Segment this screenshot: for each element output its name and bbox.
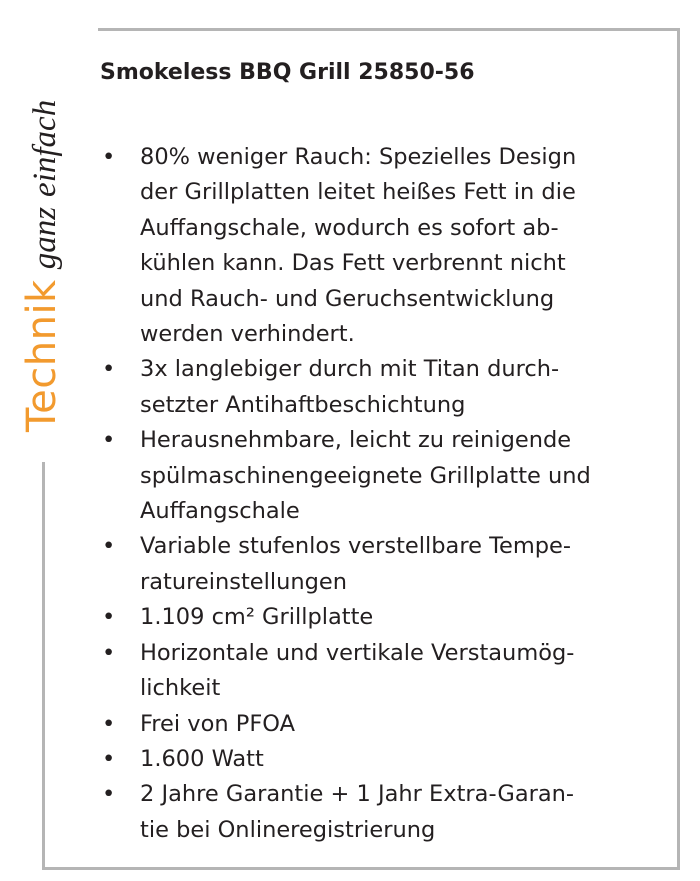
feature-text-line: und Rauch- und Geruchsentwicklung bbox=[140, 285, 555, 312]
feature-item bbox=[100, 140, 648, 352]
feature-text-line: Frei von PFOA bbox=[140, 710, 296, 737]
feature-text-line: der Grillplatten leitet heißes Fett in die bbox=[140, 179, 576, 206]
feature-item bbox=[100, 636, 648, 707]
bullet-icon: • bbox=[102, 710, 116, 737]
feature-text-line: 3x langlebiger durch mit Titan durch- bbox=[140, 356, 560, 383]
bullet-icon: • bbox=[102, 604, 116, 631]
feature-text-line: Horizontale und vertikale Verstaumög- bbox=[140, 639, 575, 666]
brand-vertical-tagline bbox=[12, 12, 72, 432]
feature-text-line: 1.600 Watt bbox=[140, 745, 264, 772]
bullet-icon: • bbox=[102, 533, 116, 560]
feature-text-line: kühlen kann. Das Fett verbrennt nicht bbox=[140, 250, 566, 277]
feature-text-line: Variable stufenlos verstellbare Tempe- bbox=[140, 533, 572, 560]
brand-word-technik: Technik bbox=[19, 279, 65, 432]
bullet-icon: • bbox=[102, 639, 116, 666]
feature-text-line: 2 Jahre Garantie + 1 Jahr Extra-Garan- bbox=[140, 781, 575, 808]
feature-list bbox=[100, 140, 648, 848]
bullet-icon: • bbox=[102, 745, 116, 772]
feature-item bbox=[100, 600, 648, 635]
frame-bottom-border bbox=[42, 867, 680, 870]
feature-item bbox=[100, 352, 648, 423]
bullet-icon: • bbox=[102, 356, 116, 383]
brand-word-ganz: ganz bbox=[27, 206, 63, 270]
product-title: Smokeless BBQ Grill 25850-56 bbox=[100, 60, 475, 85]
feature-text-line: ratureinstellungen bbox=[140, 568, 348, 595]
feature-item bbox=[100, 742, 648, 777]
feature-text-line: lichkeit bbox=[140, 675, 221, 702]
bullet-icon: • bbox=[102, 144, 116, 170]
feature-text-line: 1.109 cm² Grillplatte bbox=[140, 604, 374, 631]
brand-word-einfach: einfach bbox=[27, 99, 63, 197]
feature-text-line: Auffangschale bbox=[140, 498, 300, 525]
feature-item bbox=[100, 777, 648, 848]
frame-left-border bbox=[42, 462, 45, 870]
feature-text-line: spülmaschinengeeignete Grillplatte und bbox=[140, 462, 591, 489]
feature-text-line: tie bei Onlineregistrierung bbox=[140, 816, 436, 843]
bullet-icon: • bbox=[102, 427, 116, 454]
frame-right-border bbox=[677, 28, 680, 870]
bullet-icon: • bbox=[102, 781, 116, 808]
feature-text-line: werden verhindert. bbox=[140, 321, 355, 348]
feature-item bbox=[100, 529, 648, 600]
feature-item bbox=[100, 707, 648, 742]
frame-top-border bbox=[98, 28, 680, 31]
feature-text-line: Auffangschale, wodurch es sofort ab- bbox=[140, 214, 559, 241]
feature-item bbox=[100, 423, 648, 529]
feature-text-line: setzter Antihaftbeschichtung bbox=[140, 391, 466, 418]
feature-text-line: Herausnehmbare, leicht zu reinigende bbox=[140, 427, 572, 454]
feature-text-line: 80% weniger Rauch: Spezielles Design bbox=[140, 144, 577, 170]
